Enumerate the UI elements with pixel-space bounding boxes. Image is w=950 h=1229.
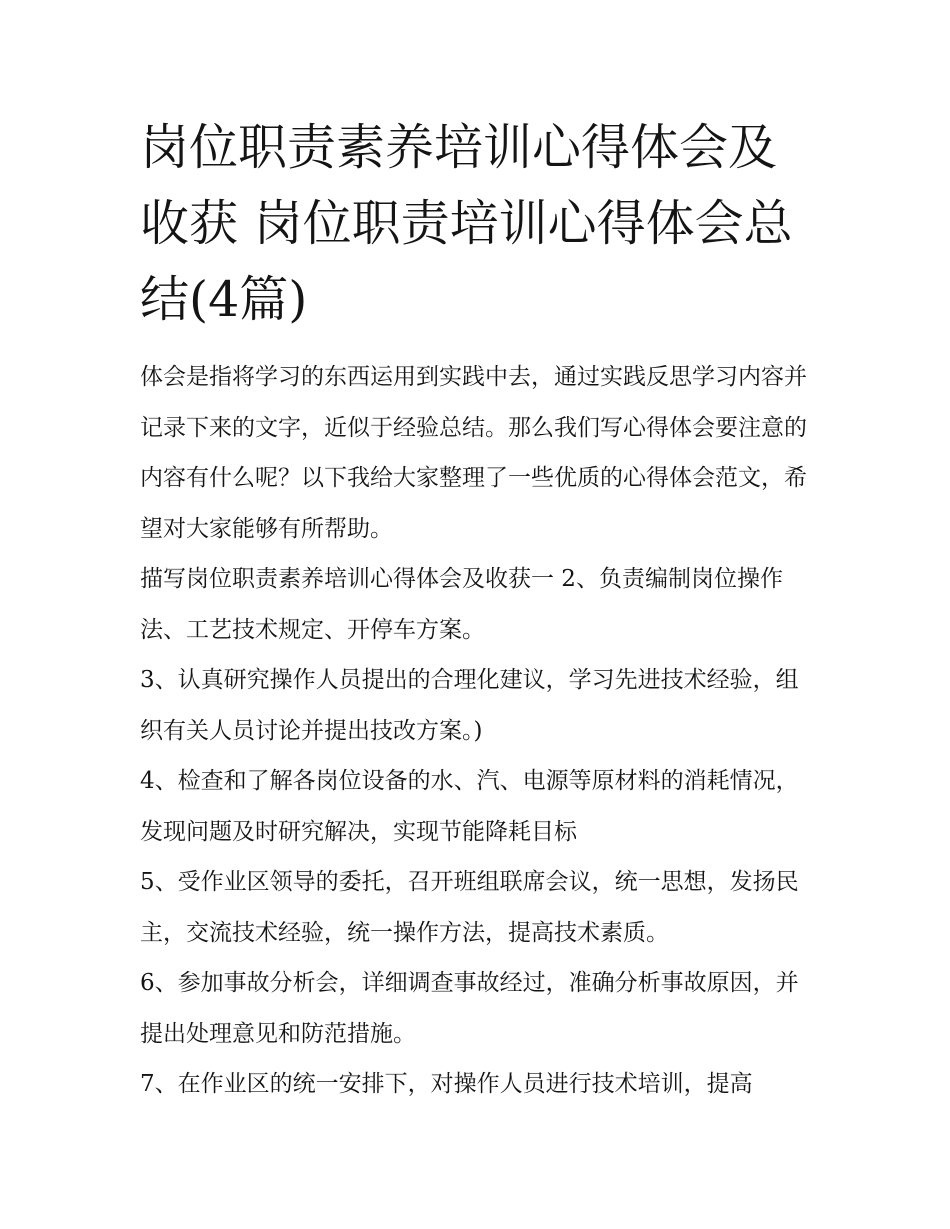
- document-body: [140, 352, 812, 1110]
- paragraph-item-5: 5、受作业区领导的委托，召开班组联席会议，统一思想，发扬民主，交流技术经验，统一操作方法，提高技术素质。: [140, 869, 799, 946]
- paragraph-item-2: 描写岗位职责素养培训心得体会及收获一 2、负责编制岗位操作法、工艺技术规定、开停车方案。: [140, 566, 783, 643]
- paragraph-item-4: 4、检查和了解各岗位设备的水、汽、电源等原材料的消耗情况，发现问题及时研究解决，实现节能降耗目标: [140, 768, 799, 845]
- paragraph-intro: 体会是指将学习的东西运用到实践中去，通过实践反思学习内容并记录下来的文字，近似于经验总结。那么我们写心得体会要注意的内容有什么呢？以下我给大家整理了一些优质的心得体会范文，希望对大家能够有所帮助。: [140, 364, 807, 542]
- document-page: [140, 110, 812, 1110]
- paragraph-item-7: 7、在作业区的统一安排下，对操作人员进行技术培训，提高: [140, 1071, 753, 1097]
- paragraph-item-6: 6、参加事故分析会，详细调查事故经过，准确分析事故原因，并提出处理意见和防范措施。: [140, 970, 799, 1047]
- document-title: 岗位职责素养培训心得体会及收获 岗位职责培训心得体会总结(4篇): [140, 119, 793, 328]
- paragraph-item-3: 3、认真研究操作人员提出的合理化建议，学习先进技术经验，组织有关人员讨论并提出技改方案。): [140, 667, 799, 744]
